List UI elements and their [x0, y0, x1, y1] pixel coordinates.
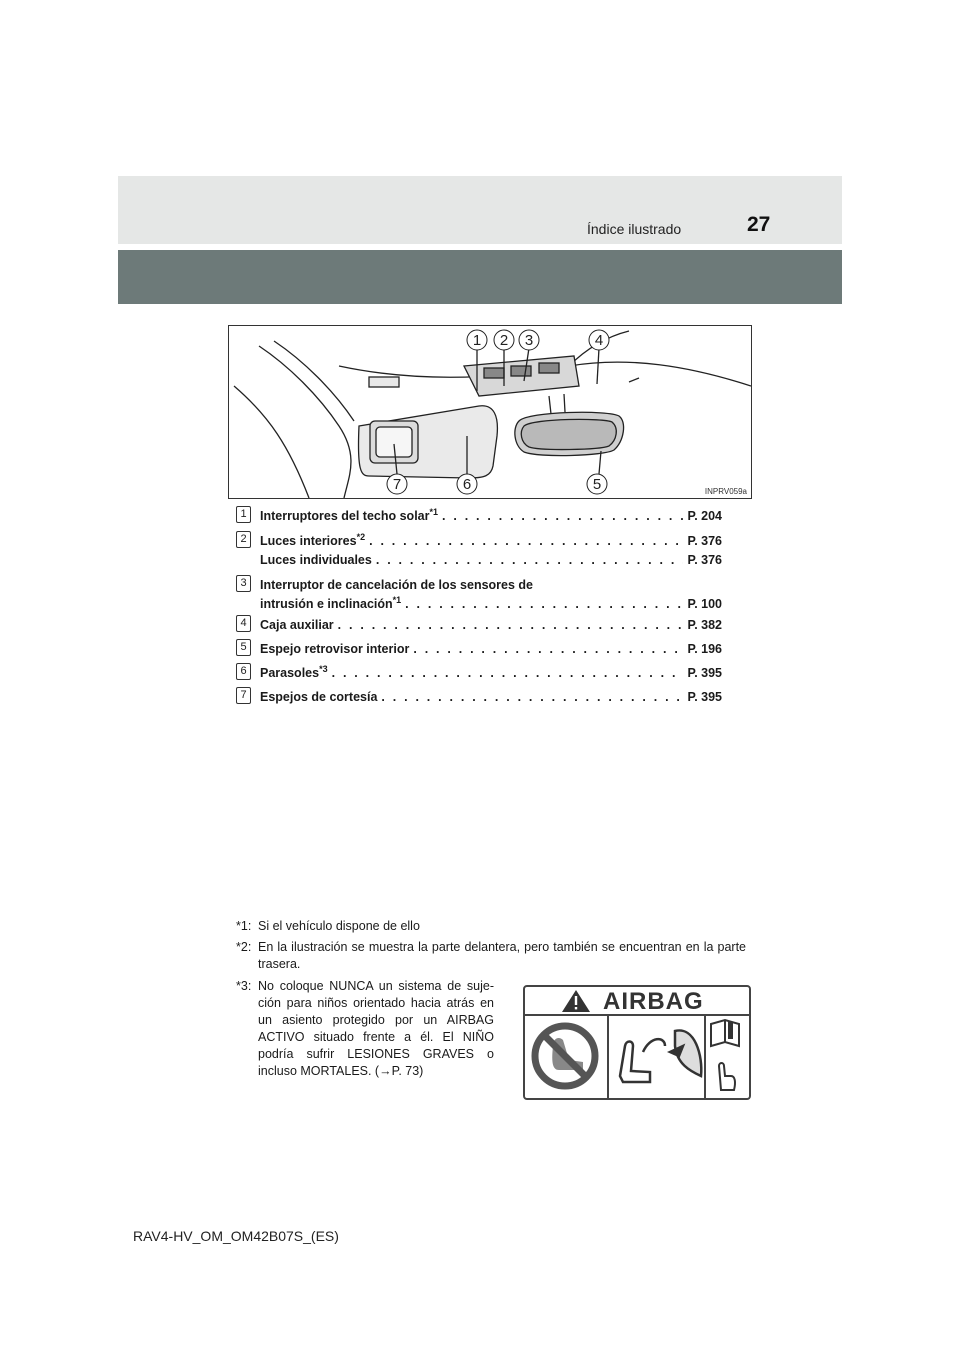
page-number: 27: [747, 213, 771, 236]
entry-4: [260, 613, 722, 632]
footnote-3-mark: *3:: [236, 979, 252, 993]
entry-1-label: Interruptores del techo solar: [260, 509, 430, 523]
callout-7: 7: [392, 476, 402, 493]
entry-7-number: 7: [236, 687, 251, 704]
manual-info-icon: [711, 1020, 739, 1090]
callout-5: 5: [592, 476, 602, 493]
document-code: RAV4-HV_OM_OM42B07S_(ES): [133, 1228, 339, 1244]
footnote-3: [236, 978, 506, 1082]
entry-5-number: 5: [236, 639, 251, 656]
entry-4-number: 4: [236, 615, 251, 632]
section-title: Índice ilustrado: [587, 221, 682, 237]
figure-code: INPRV059a: [704, 487, 747, 496]
callout-2: 2: [499, 332, 509, 349]
entry-6-number: 6: [236, 663, 251, 680]
entry-1: Interruptores del techo solar$^{*1}$ . . . P. 204: [260, 504, 722, 523]
entry-5-label: Espejo retrovisor interior: [260, 642, 410, 656]
footnote-1-text: Si el vehículo dispone de ello: [258, 919, 420, 933]
entry-6-label: Parasoles: [260, 666, 320, 680]
airbag-label-header: [525, 987, 749, 1016]
entry-7-label: Espejos de cortesía: [260, 690, 378, 704]
seat-airbag-icon: [620, 1030, 701, 1082]
airbag-word: AIRBAG: [603, 988, 704, 1015]
entry-2-label: Luces interiores: [260, 534, 357, 548]
overhead-console-illustration: [228, 325, 752, 499]
warning-triangle-icon: [561, 989, 591, 1013]
footnote-2: [236, 939, 746, 979]
entry-7-page: P. 395: [687, 690, 722, 704]
entry-6-page: P. 395: [687, 666, 722, 680]
entry-2-page-2: P. 376: [687, 553, 722, 567]
no-child-seat-icon: [535, 1026, 595, 1086]
entry-4-page: P. 382: [687, 618, 722, 632]
entry-2-number: 2: [236, 531, 251, 548]
footnote-2-mark: *2:: [236, 940, 252, 954]
interior-drawing: [229, 326, 751, 498]
airbag-warning-label: [523, 985, 751, 1100]
entry-2-page: P. 376: [687, 534, 722, 548]
entry-3-page: P. 100: [687, 597, 722, 611]
header-band-dark: [118, 250, 842, 304]
entry-5: [260, 637, 722, 656]
entry-3: Interruptor de cancelación de los sensores de intrusión e inclinación$^{*1}$ . . . P. 100: [260, 573, 722, 611]
entry-7: [260, 685, 722, 704]
callout-1: 1: [472, 332, 482, 349]
footnote-1: [236, 918, 746, 938]
footnote-1-mark: *1:: [236, 919, 252, 933]
callout-4: 4: [594, 332, 604, 349]
airbag-pictograms: [525, 1016, 749, 1098]
entry-3-label-line1: Interruptor de cancelación de los sensores de: [260, 578, 534, 592]
footnote-3-text: No coloque NUNCA un sistema de suje-ción para niños orientado hacia atrás en un asiento protegido por un AIRBAG ACTIVO situado frente a él. El NIÑO podría sufrir LESIONES GRAVES o incluso MORTALES. (→P. 73): [258, 979, 494, 1078]
entry-2: Luces interiores$^{*2}$ . . . P. 376 Luces individuales . . . P. 376: [260, 529, 722, 567]
entry-5-page: P. 196: [687, 642, 722, 656]
entry-1-number: 1: [236, 506, 251, 523]
callout-3: 3: [524, 332, 534, 349]
header-band-light: [118, 176, 842, 244]
entry-2-label-2: Luces individuales: [260, 553, 372, 567]
entry-4-label: Caja auxiliar: [260, 618, 334, 632]
entry-6: Parasoles$^{*3}$ . . . P. 395: [260, 661, 722, 680]
callout-6: 6: [462, 476, 472, 493]
footnote-2-text: En la ilustración se muestra la parte delantera, pero también se encuentran en la parte trasera.: [258, 940, 746, 971]
entry-3-number: 3: [236, 575, 251, 592]
entry-1-page: P. 204: [687, 509, 722, 523]
entry-3-label: intrusión e inclinación: [260, 597, 393, 611]
